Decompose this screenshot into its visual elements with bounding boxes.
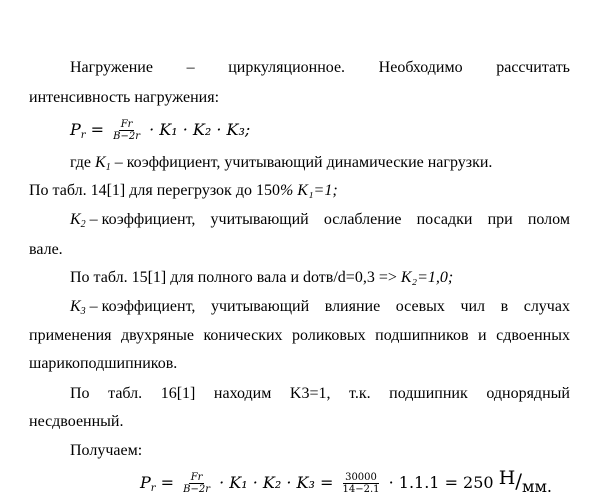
formula-unit: [498, 467, 552, 496]
fraction-denominator: 14−2.1: [342, 483, 380, 495]
word: 16[1]: [160, 385, 196, 402]
formula-symbol-p: P: [70, 120, 81, 139]
formula-2: [140, 466, 552, 504]
word: т.к.: [349, 385, 371, 402]
fraction-numerator: Fr: [190, 471, 203, 483]
formula-fraction-1: [181, 473, 212, 495]
word: случах: [523, 298, 570, 315]
word: конических: [203, 327, 283, 344]
text-italic: K₂=1,0;: [400, 269, 454, 286]
word: применения: [29, 327, 112, 344]
formula-symbol-p: P: [140, 473, 151, 492]
fraction-numerator: Fr: [120, 118, 133, 130]
fraction-denominator: B−2r: [113, 130, 141, 142]
word: и: [478, 327, 487, 344]
formula-equals: =: [160, 473, 175, 492]
word: [70, 210, 195, 235]
coef-symbol: K: [70, 298, 81, 315]
paragraph-1-line-2: интенсивность нагружения:: [29, 89, 220, 106]
word: однорядный: [486, 385, 570, 402]
word: [70, 297, 195, 322]
paragraph-4-line-1: [70, 210, 570, 235]
paragraph-6-line-2: [29, 326, 570, 346]
coef-symbol: K: [95, 154, 106, 171]
word: ослабление: [323, 211, 402, 228]
word: сдвоенных: [496, 327, 570, 344]
word: роликовых: [292, 327, 366, 344]
text-italic: % K₁=1;: [279, 182, 338, 199]
fraction-numerator: 30000: [345, 471, 377, 483]
coef-symbol: K: [70, 211, 81, 228]
word: находим: [213, 385, 272, 402]
formula-1: [70, 117, 250, 149]
word: циркуляционное.: [228, 59, 346, 76]
paragraph-7-line-1: [70, 384, 570, 404]
word: подшипник: [389, 385, 468, 402]
word: учитывающий: [210, 211, 309, 228]
formula-fraction-2: [340, 473, 381, 495]
word: Нагружение: [70, 59, 153, 76]
word: учитывающий: [210, 298, 310, 315]
word: в: [500, 298, 509, 315]
word: –: [186, 59, 195, 76]
unit-slash: /: [515, 469, 523, 493]
formula-subscript-r: r: [80, 130, 86, 141]
formula-fraction: [111, 120, 142, 142]
fraction-denominator: B−2r: [183, 483, 211, 495]
word: табл.: [108, 385, 143, 402]
word: По: [70, 385, 90, 402]
word: посадки: [416, 211, 473, 228]
word: при: [487, 211, 513, 228]
word: двухряные: [121, 327, 194, 344]
paragraph-8: Получаем:: [70, 442, 143, 459]
word: Необходимо: [378, 59, 463, 76]
paragraph-1-line-1: [70, 58, 570, 78]
word: осевых: [395, 298, 445, 315]
paragraph-6-line-1: [70, 297, 570, 322]
word-text: – коэффициент,: [89, 211, 196, 228]
unit-mm: мм.: [522, 477, 552, 496]
formula-equals: =: [90, 120, 105, 139]
formula-tail: · 1.1.1 = 250: [388, 473, 494, 492]
coef-subscript: 3: [80, 306, 86, 317]
coef-subscript: 1: [105, 162, 111, 173]
paragraph-7-line-2: несдвоенный.: [29, 413, 124, 430]
word: чил: [460, 298, 486, 315]
text: где: [70, 154, 96, 171]
paragraph-3: [29, 181, 338, 201]
formula-rest: · K₁ · K₂ · K₃;: [149, 120, 251, 139]
word: K3=1,: [289, 385, 331, 402]
paragraph-5: [70, 268, 453, 288]
word: полом: [527, 211, 570, 228]
paragraph-6-line-3: шарикоподшипников.: [29, 355, 178, 372]
unit-newton: Н: [498, 467, 516, 489]
formula-middle: · K₁ · K₂ · K₃ =: [219, 473, 334, 492]
word: влияние: [324, 298, 381, 315]
paragraph-2: [70, 153, 492, 178]
text: По табл. 14[1] для перегрузок до 150: [29, 182, 280, 199]
coef-subscript: 2: [80, 219, 86, 230]
text: – коэффициент, учитывающий динамические нагрузки.: [110, 154, 493, 171]
formula-subscript-r: r: [150, 483, 156, 494]
word: подшипников: [375, 327, 469, 344]
paragraph-4-line-2: вале.: [29, 241, 63, 258]
text: По табл. 15[1] для полного вала и dотв/d=0,3 =>: [70, 269, 401, 286]
word-text: – коэффициент,: [89, 298, 196, 315]
word: рассчитать: [496, 59, 570, 76]
